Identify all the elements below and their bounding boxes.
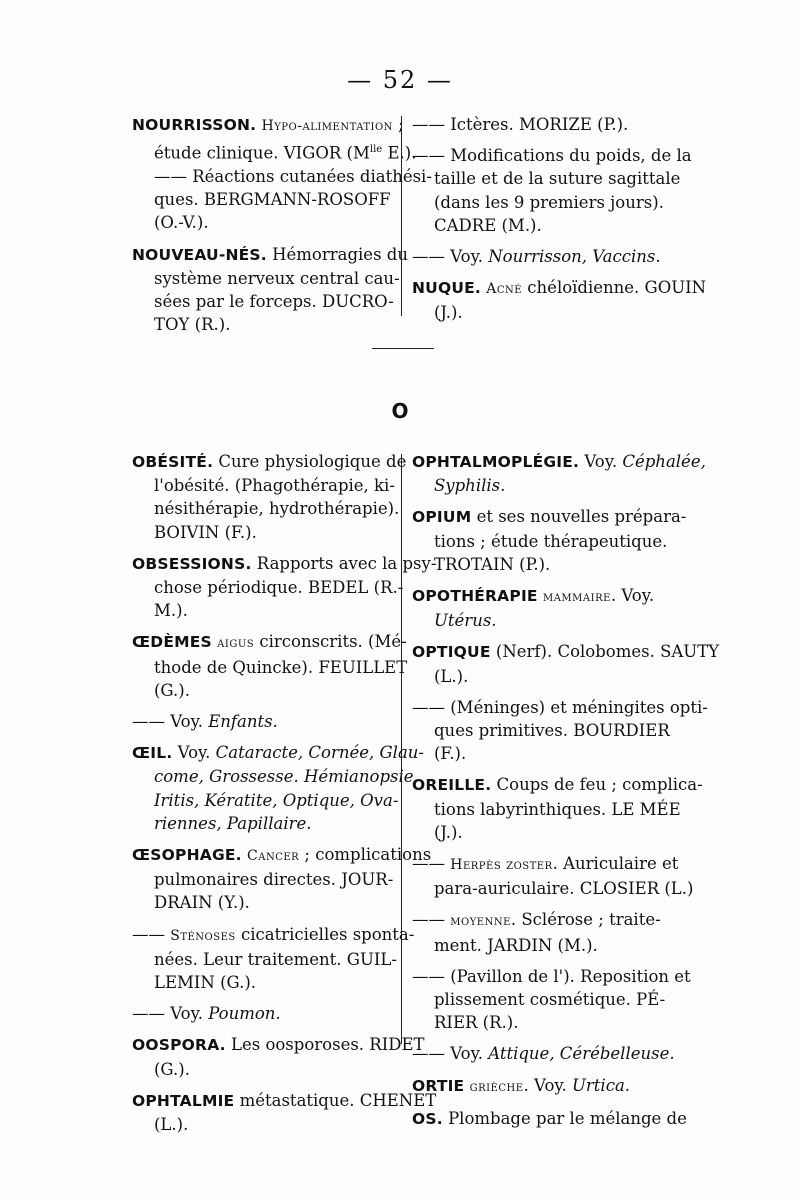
index-entry	[132, 630, 408, 702]
entry-text: système nerveux central cau-	[154, 268, 400, 288]
entry-line	[412, 609, 680, 632]
entry-line	[132, 891, 394, 914]
entry-text: Coups de feu ; complica-	[491, 775, 703, 795]
entry-text: TOY (R.).	[154, 315, 231, 335]
entry-line	[132, 552, 437, 576]
entry-text: . Sclérose ; traite-	[510, 910, 661, 930]
entry-text: TROTAIN (P.).	[434, 554, 551, 574]
entry-line	[412, 1074, 680, 1099]
entry-text: tions labyrinthiques. LE MÉE	[434, 799, 681, 819]
cross-reference: Enfants.	[208, 712, 278, 732]
entry-line	[412, 640, 720, 664]
index-entry	[412, 113, 680, 136]
entry-text: l'obésité. (Phagothérapie, ki-	[154, 476, 395, 496]
index-entry	[132, 552, 437, 623]
entry-line	[412, 167, 680, 190]
entry-text: —— Réactions cutanées diathési-	[154, 166, 432, 186]
entry-line	[412, 665, 680, 688]
entry-line	[132, 290, 394, 313]
entry-text: . Voy.	[523, 1075, 572, 1095]
index-entry	[412, 505, 687, 576]
entry-headword: OBSESSIONS.	[132, 554, 252, 573]
entry-line	[412, 719, 680, 742]
entry-text: taille et de la suture sagittale	[434, 169, 681, 189]
entry-text: plissement cosmétique. PÉ-	[434, 990, 666, 1010]
entry-line	[132, 679, 394, 702]
entry-line	[412, 191, 680, 214]
index-entry	[132, 843, 432, 915]
entry-text: —— (Méninges) et méningites opti-	[412, 697, 708, 717]
entry-headword: OS.	[412, 1109, 443, 1128]
entry-line	[412, 245, 680, 268]
entry-text: (Nerf). Colobomes. SAUTY	[490, 642, 720, 662]
entry-line	[132, 138, 417, 165]
entry-line	[132, 243, 408, 267]
entry-text: grièche	[469, 1078, 524, 1095]
entry-text: thode de Quincke). FEUILLET	[154, 657, 408, 677]
entry-text: —— Voy.	[412, 1044, 489, 1064]
bottom-left-column	[132, 450, 437, 1144]
entry-line	[412, 877, 694, 900]
entry-text: et ses nouvelles prépara-	[471, 507, 687, 527]
column-divider-top	[401, 116, 402, 316]
entry-line	[132, 313, 394, 336]
entry-line	[412, 301, 680, 324]
entry-text: —— Voy.	[132, 712, 209, 732]
entry-text: Voy.	[579, 452, 623, 471]
index-entry	[412, 773, 703, 844]
entry-line	[412, 742, 680, 765]
entry-text: Les oosporoses. RIDET	[225, 1035, 425, 1055]
entry-text: ——	[132, 924, 171, 944]
entry-line	[132, 474, 394, 497]
entry-line	[132, 923, 415, 948]
index-entry	[412, 144, 692, 237]
entry-line	[412, 450, 706, 474]
cross-reference: Attique, Cérébelleuse.	[488, 1044, 675, 1064]
entry-line	[412, 934, 680, 957]
entry-line	[132, 576, 404, 599]
cross-reference: Iritis, Kératite, Optique, Ova-	[154, 790, 399, 810]
entry-text: para-auriculaire. CLOSIER (L.)	[434, 879, 694, 899]
entry-line	[412, 113, 680, 136]
entry-text: DRAIN (Y.).	[154, 893, 250, 913]
entry-headword: NUQUE.	[412, 279, 481, 298]
cross-reference: Utérus.	[434, 611, 497, 631]
top-left-column	[132, 113, 432, 344]
entry-text: mammaire	[542, 589, 611, 606]
index-entry	[412, 1107, 687, 1131]
entry-text: M.).	[154, 601, 188, 621]
entry-headword: OBÉSITÉ.	[132, 453, 214, 471]
entry-line	[412, 821, 680, 844]
entry-line	[412, 988, 680, 1011]
entry-line	[132, 165, 432, 188]
entry-text: (dans les 9 premiers jours).	[434, 192, 664, 212]
entry-line	[412, 553, 680, 576]
entry-text: tions ; étude thérapeutique.	[434, 531, 668, 551]
top-right-column	[412, 113, 707, 333]
entry-text: —— Voy.	[132, 1004, 209, 1024]
entry-line	[132, 599, 394, 622]
entry-text: lle	[369, 144, 383, 156]
entry-line	[412, 798, 680, 821]
entry-headword: OPHTALMOPLÉGIE.	[412, 453, 580, 471]
entry-text: (G.).	[154, 680, 190, 700]
entry-line	[412, 965, 691, 988]
entry-text: CADRE (M.).	[434, 215, 542, 235]
entry-line	[132, 267, 400, 290]
entry-line	[412, 505, 687, 529]
entry-text: BOIVIN (F.).	[154, 522, 257, 542]
column-divider-bottom	[401, 454, 402, 1044]
entry-headword: ŒSOPHAGE.	[132, 846, 242, 865]
entry-text: —— (Pavillon de l'). Reposition et	[412, 966, 691, 986]
entry-line	[132, 1033, 425, 1057]
entry-line	[132, 1089, 437, 1113]
index-entry	[412, 965, 691, 1035]
entry-line	[132, 1113, 394, 1136]
entry-line	[132, 843, 432, 868]
entry-line	[412, 584, 680, 609]
entry-line	[412, 1042, 680, 1065]
entry-line	[412, 276, 707, 301]
index-entry	[412, 1042, 680, 1065]
entry-headword: OPHTALMIE	[132, 1091, 235, 1110]
entry-line	[132, 971, 394, 994]
entry-text: LEMIN (G.).	[154, 973, 257, 993]
entry-line	[132, 113, 404, 138]
cross-reference: riennes, Papillaire.	[154, 813, 312, 833]
entry-line	[132, 868, 394, 891]
entry-text: (J.).	[434, 822, 463, 842]
index-entry	[132, 450, 407, 544]
entry-line	[132, 450, 407, 474]
index-entry	[132, 1002, 394, 1025]
index-entry	[132, 113, 432, 235]
entry-headword: OOSPORA.	[132, 1036, 226, 1055]
entry-text: ques. BERGMANN-ROSOFF	[154, 190, 391, 210]
entry-text: (G.).	[154, 1059, 190, 1079]
entry-line	[132, 710, 394, 733]
entry-line	[412, 852, 680, 877]
entry-text: métastatique. CHENET	[234, 1090, 437, 1110]
entry-line	[132, 1058, 394, 1081]
entry-headword: NOUVEAU-NÉS.	[132, 245, 267, 264]
index-entry	[412, 245, 680, 268]
entry-line	[412, 144, 692, 167]
entry-text: cicatricielles sponta-	[235, 924, 415, 944]
bottom-right-column	[412, 450, 720, 1139]
entry-text: pulmonaires directes. JOUR-	[154, 870, 394, 890]
entry-text: étude clinique. VIGOR (M	[154, 143, 370, 163]
entry-line	[132, 656, 408, 679]
index-entry	[412, 696, 708, 766]
entry-text: nésithérapie, hydrothérapie).	[154, 499, 400, 519]
index-entry	[412, 908, 680, 956]
entry-headword: OPOTHÉRAPIE	[412, 587, 538, 606]
entry-line	[132, 497, 400, 520]
index-entry	[132, 741, 424, 835]
entry-line	[132, 789, 399, 812]
index-entry	[412, 450, 706, 497]
entry-text: —— Modifications du poids, de la	[412, 146, 692, 166]
cross-reference: Nourrisson, Vaccins.	[488, 247, 661, 267]
entry-text: Rapports avec la psy-	[251, 553, 437, 573]
entry-text: sées par le forceps. DUCRO-	[154, 291, 394, 311]
entry-text: Hémorragies du	[266, 244, 408, 264]
entry-text: Voy.	[172, 743, 216, 763]
entry-line	[412, 214, 680, 237]
entry-text: —— Voy.	[412, 247, 489, 267]
entry-text: chéloïdienne. GOUIN	[522, 278, 707, 298]
entry-text: Plombage par le mélange de	[442, 1108, 687, 1128]
entry-text: Cure physiologique de	[213, 452, 407, 471]
cross-reference: come, Grossesse. Hémianopsie,	[154, 767, 419, 787]
entry-headword: OREILLE.	[412, 776, 492, 795]
entry-line	[132, 765, 419, 788]
cross-reference: Syphilis.	[434, 476, 506, 496]
index-entry	[132, 923, 415, 995]
index-entry	[412, 1074, 680, 1099]
entry-headword: ŒIL.	[132, 744, 173, 763]
section-rule	[372, 348, 434, 349]
entry-line	[132, 630, 407, 655]
entry-text: Hypo-alimentation	[261, 118, 393, 134]
cross-reference: Poumon.	[208, 1004, 281, 1024]
entry-text: Sténoses	[170, 927, 236, 944]
entry-line	[132, 948, 397, 971]
entry-line	[132, 211, 394, 234]
entry-line	[412, 908, 680, 933]
entry-text: (J.).	[434, 303, 463, 323]
entry-text: Cancer	[247, 848, 300, 865]
entry-text: ——	[412, 854, 451, 874]
entry-headword: ORTIE	[412, 1076, 465, 1095]
entry-text: ——	[412, 910, 451, 930]
entry-text: moyenne	[450, 913, 511, 930]
entry-text: (L.).	[154, 1115, 189, 1135]
index-entry	[412, 640, 720, 687]
cross-reference: Cataracte, Cornée, Glau-	[215, 743, 424, 763]
entry-text: E.).	[382, 143, 417, 163]
cross-reference: Céphalée,	[622, 452, 706, 471]
entry-text: RIER (R.).	[434, 1013, 519, 1033]
entry-text: . Auriculaire et	[552, 854, 679, 874]
entry-text: ment. JARDIN (M.).	[434, 935, 598, 955]
entry-text: (L.).	[434, 666, 469, 686]
index-entry	[412, 276, 707, 324]
entry-line	[412, 530, 680, 553]
page-number: — 52 —	[347, 66, 453, 94]
entry-text: circonscrits. (Mé-	[254, 632, 407, 652]
entry-headword: NOURRISSON.	[132, 116, 257, 134]
entry-line	[412, 773, 703, 797]
entry-line	[132, 741, 424, 765]
entry-text: nées. Leur traitement. GUIL-	[154, 949, 397, 969]
entry-line	[412, 1107, 687, 1131]
entry-line	[412, 474, 680, 497]
entry-line	[132, 812, 394, 835]
index-entry	[412, 852, 694, 900]
entry-text: (F.).	[434, 744, 467, 764]
index-entry	[132, 710, 394, 733]
entry-line	[412, 696, 708, 719]
cross-reference: Urtica.	[572, 1075, 631, 1095]
entry-line	[412, 1011, 680, 1034]
index-entry	[132, 1033, 425, 1080]
index-entry	[132, 243, 408, 337]
entry-headword: ŒDÈMES	[132, 633, 212, 652]
section-letter: O	[391, 399, 409, 423]
entry-text: . Voy.	[610, 586, 655, 606]
entry-text: Herpès zoster	[450, 857, 553, 874]
index-entry	[412, 584, 680, 632]
entry-text: ;	[392, 115, 404, 134]
entry-headword: OPIUM	[412, 508, 472, 527]
entry-line	[132, 521, 394, 544]
entry-text: —— Ictères. MORIZE (P.).	[412, 115, 629, 134]
entry-line	[132, 1002, 394, 1025]
entry-text: Acné	[486, 281, 523, 298]
entry-text: chose périodique. BEDEL (R.-	[154, 578, 404, 598]
entry-text: (O.-V.).	[154, 213, 209, 233]
entry-text: aigus	[217, 635, 255, 652]
entry-headword: OPTIQUE	[412, 643, 491, 662]
entry-line	[132, 188, 394, 211]
entry-text: ; complications	[299, 845, 432, 865]
entry-text: ques primitives. BOURDIER	[434, 721, 670, 741]
